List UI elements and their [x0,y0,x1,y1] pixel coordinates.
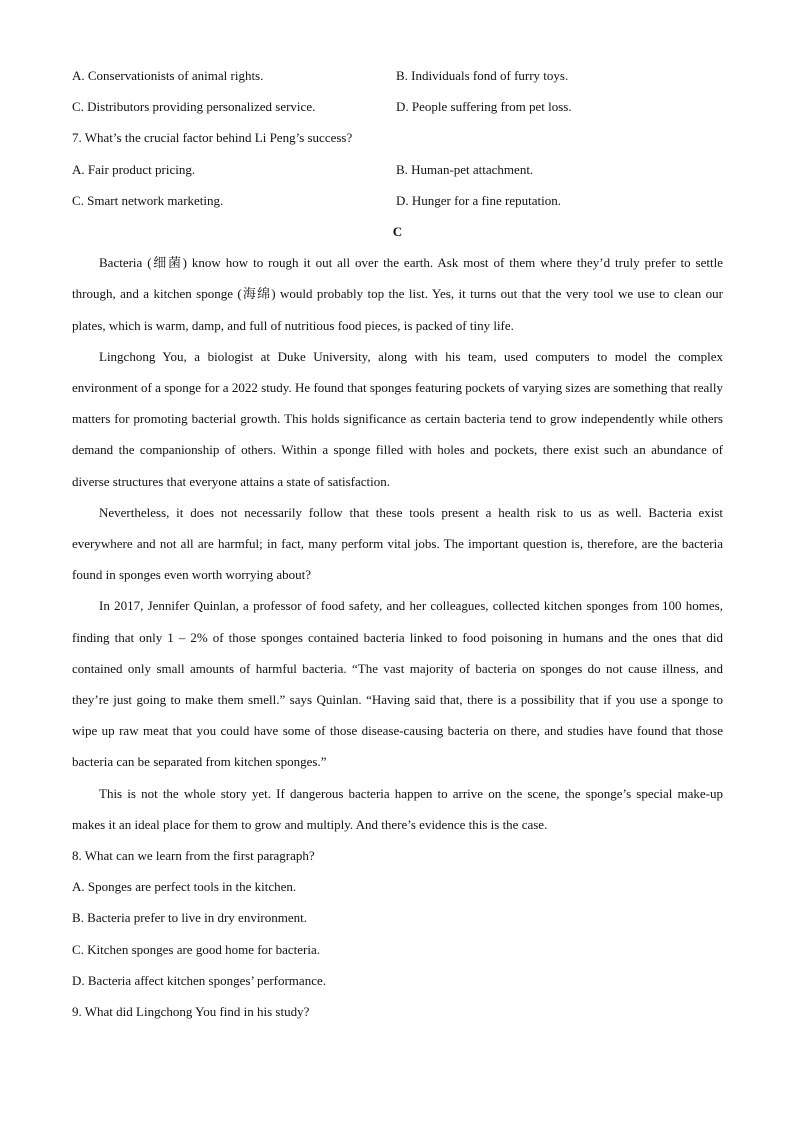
q8-option-a[interactable]: A. Sponges are perfect tools in the kitchen. [72,879,297,895]
passage-paragraph-5: This is not the whole story yet. If dangerous bacteria happen to arrive on the scene, the sponge’s special make-up makes it an ideal place for them to grow and multiply. And there’s evidence this is the case. [72,785,723,832]
passage-paragraph-3: Nevertheless, it does not necessarily follow that these tools present a health risk to us as well. Bacteria exist everywhere and not all are harmful; in fact, many perform vital jobs. The important question is, therefore, are the bacteria found in sponges even worth worrying about? [72,504,723,583]
passage-paragraph-1: Bacteria (细菌) know how to rough it out all over the earth. Ask most of them where they’d truly prefer to settle through, and a kitchen sponge (海绵) would probably top the list. Yes, it turns out that the very tool we use to clean our plates, which is warm, damp, and full of nutritious food pieces, is packed of tiny life. [72,255,723,333]
passage-paragraph-2: Lingchong You, a biologist at Duke University, along with his team, used computers to model the complex environment of a sponge for a 2022 study. He found that sponges featuring pockets of varying sizes are something that really matters for promoting bacterial growth. This holds significance as certain bacteria tend to grow independently while others demand the companionship of others. Within a sponge filled with holes and pockets, there exist such an abundance of diverse structures that everyone attains a state of satisfaction. [72,348,723,489]
q6-option-a[interactable]: A. Conservationists of animal rights. [72,68,264,83]
q8-option-d[interactable]: D. Bacteria affect kitchen sponges’ performance. [72,972,326,988]
q8-question: 8. What can we learn from the first paragraph? [72,847,315,863]
q7-option-d[interactable]: D. Hunger for a fine reputation. [396,192,561,208]
passage-paragraph-4: In 2017, Jennifer Quinlan, a professor of food safety, and her colleagues, collected kitchen sponges from 100 homes, finding that only 1 – 2% of those sponges contained bacteria linked to food poisoning in humans and the ones that did contained only small amounts of harmful bacteria. “The vast majority of bacteria on sponges do not cause illness, and they’re just going to make them smell.” says Quinlan. “Having said that, there is a possibility that if you use a sponge to wipe up raw meat that you could have some of those disease-causing bacteria on there, and studies have found that those bacteria can be separated from kitchen sponges.” [72,598,723,770]
q6-options-row-2 [72,91,723,122]
q7-option-b[interactable]: B. Human-pet attachment. [396,161,534,177]
q6-option-d[interactable]: D. People suffering from pet loss. [396,99,572,115]
q6-options-row-1 [72,60,723,91]
q8-option-b[interactable]: B. Bacteria prefer to live in dry environment. [72,910,308,926]
q6-option-b[interactable]: B. Individuals fond of furry toys. [396,68,569,83]
q6-option-c[interactable]: C. Distributors providing personalized service. [72,99,316,115]
q7-option-c[interactable]: C. Smart network marketing. [72,192,224,208]
q7-question: 7. What’s the crucial factor behind Li Peng’s success? [72,130,353,146]
q7-option-a[interactable]: A. Fair product pricing. [72,161,196,177]
q9-question: 9. What did Lingchong You find in his study? [72,1003,310,1019]
section-title: C [392,223,403,239]
q7-options-row-1 [72,154,723,185]
q7-options-row-2 [72,185,723,216]
q8-option-c[interactable]: C. Kitchen sponges are good home for bacteria. [72,941,321,957]
exam-page [72,60,723,1027]
